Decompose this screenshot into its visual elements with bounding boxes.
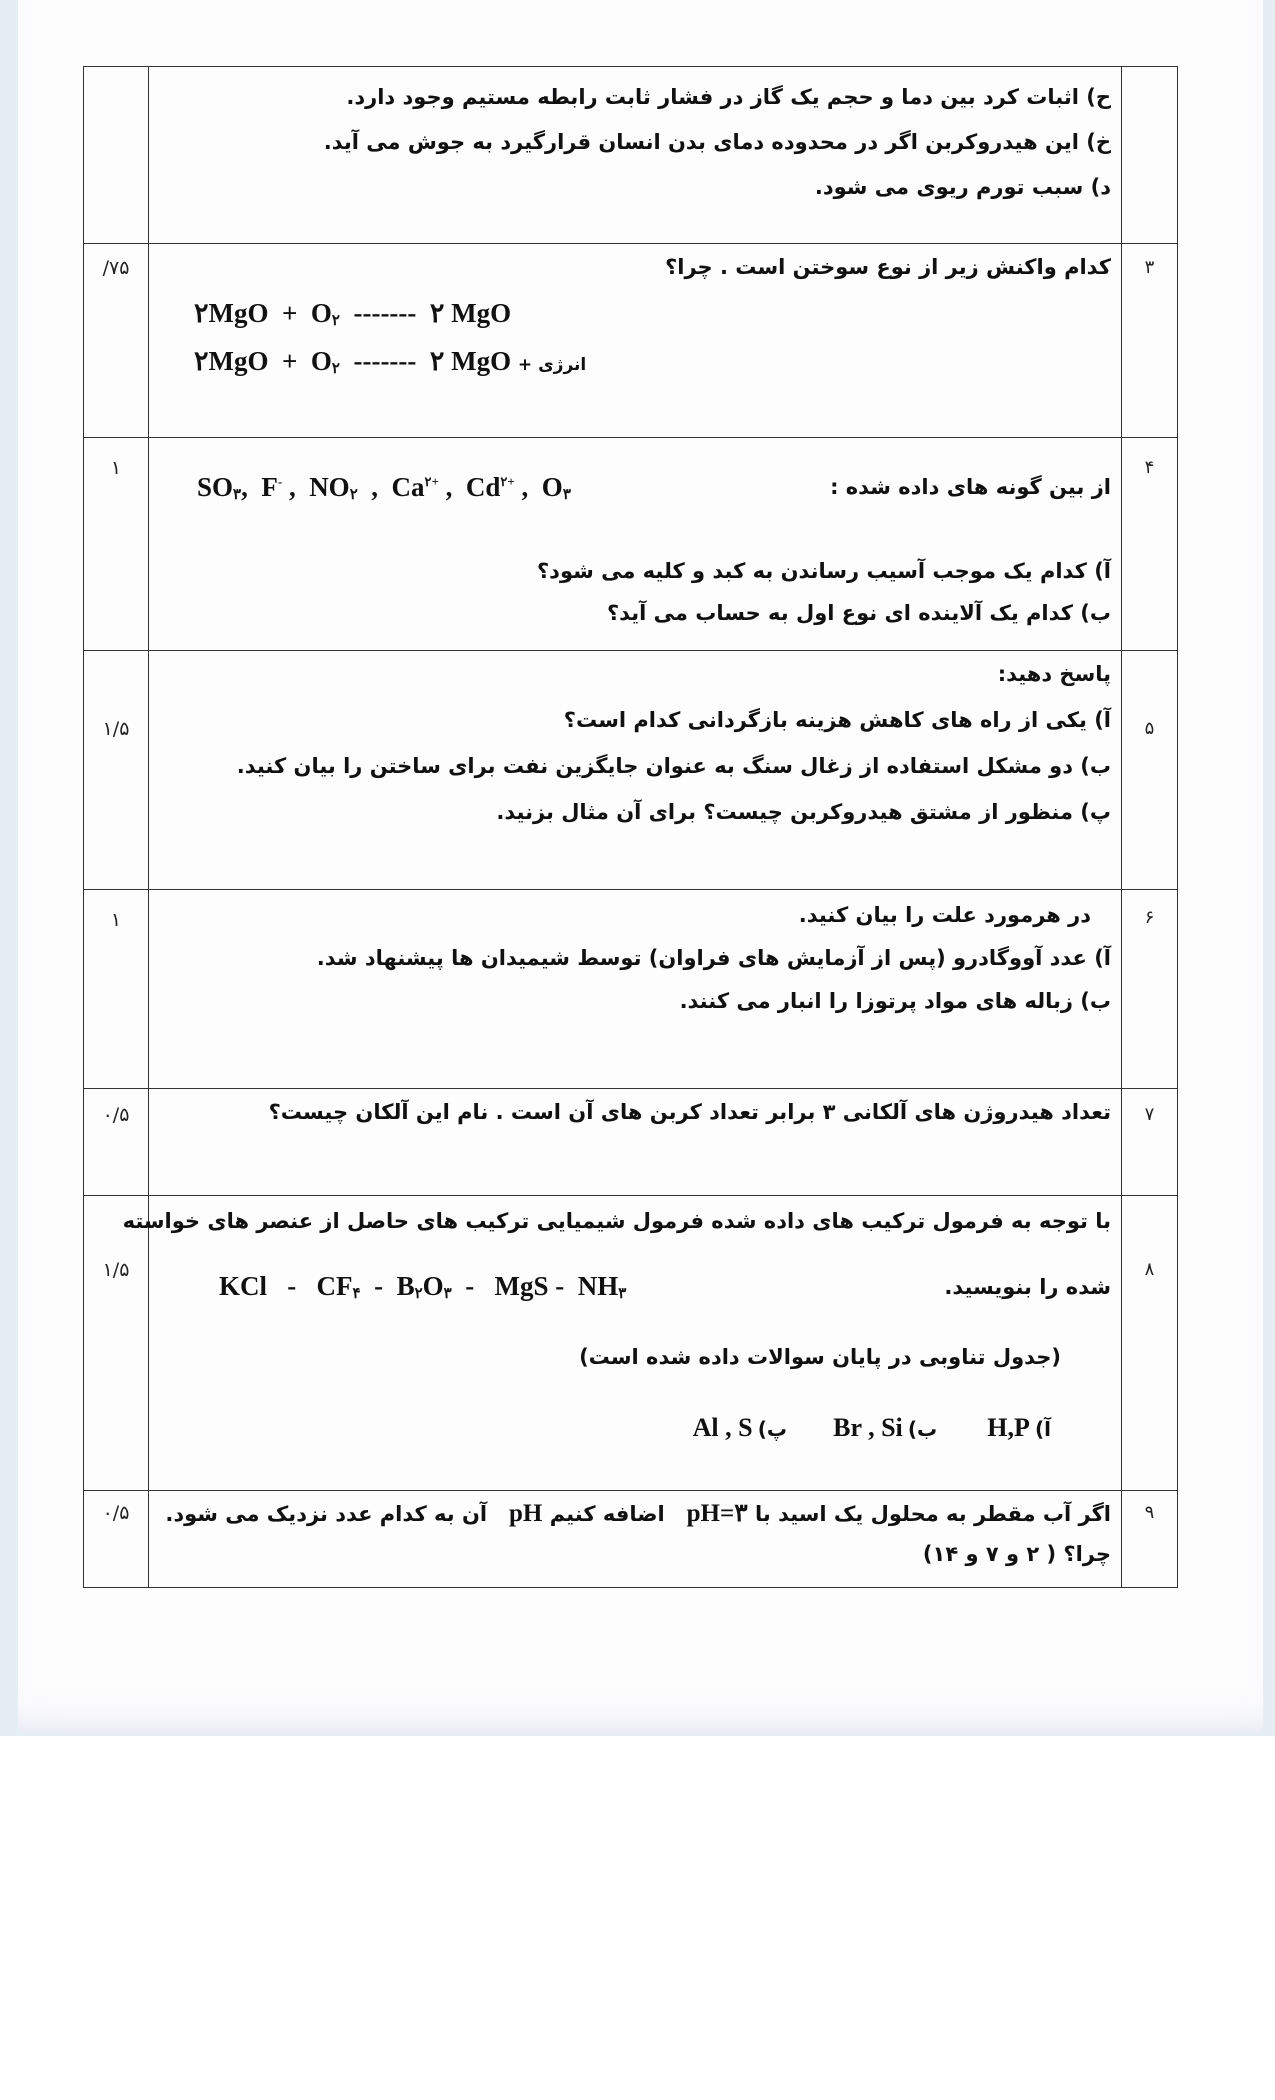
species: SO — [197, 472, 234, 502]
sub-question-b: ب) دو مشکل استفاده از زغال سنگ به عنوان جایگزین نفت برای ساختن را بیان کنید. — [236, 754, 1111, 778]
question-row-7 — [83, 1088, 1178, 1196]
score-value: ۰/۵ — [102, 1502, 130, 1524]
number-cell — [1121, 437, 1177, 650]
score-value: ۱ — [110, 909, 122, 931]
equation-2 — [194, 346, 586, 378]
question-number: ۴ — [1144, 457, 1155, 478]
separator: - — [374, 1271, 384, 1301]
option-label: آ) — [1035, 1417, 1051, 1441]
question-text-line-1 — [165, 1498, 1111, 1528]
score-value: /۷۵ — [102, 257, 130, 279]
species: Ca — [391, 472, 425, 502]
question-row-9 — [83, 1490, 1178, 1588]
sub-question-b: ب) زباله های مواد پرتوزا را انبار می کنند. — [679, 989, 1111, 1013]
score-value: ۱/۵ — [102, 1259, 130, 1281]
separator: - — [287, 1271, 297, 1301]
option-value: H,P — [987, 1413, 1030, 1442]
text-part: آن به کدام عدد نزدیک می شود. — [165, 1502, 488, 1526]
reactant: ۲MgO — [194, 346, 269, 376]
compound: NH — [577, 1271, 619, 1301]
charge: ۲+ — [500, 474, 515, 489]
option-label: پ) — [757, 1417, 787, 1441]
score-value: ۰/۵ — [102, 1104, 130, 1126]
species: O — [541, 472, 563, 502]
question-content — [149, 67, 1121, 243]
compound: KCl — [219, 1271, 268, 1301]
question-content — [149, 1088, 1121, 1195]
plus-sign: + — [282, 298, 298, 328]
subscript: ۲ — [331, 313, 340, 329]
item-h: ح) اثبات کرد بین دما و حجم یک گاز در فشار ثابت رابطه مستیم وجود دارد. — [346, 85, 1111, 109]
reactant: ۲MgO — [194, 298, 269, 328]
subscript: ۲ — [414, 1286, 423, 1302]
compound-list — [219, 1271, 626, 1303]
question-row-4 — [83, 437, 1178, 651]
question-content — [122, 1195, 1121, 1490]
option-value: Al , S — [692, 1413, 753, 1442]
score-cell — [84, 437, 149, 650]
question-intro: از بین گونه های داده شده : — [830, 475, 1111, 499]
text-part: اگر آب مقطر به محلول یک اسید با — [754, 1502, 1111, 1526]
question-row-continuation — [83, 66, 1178, 244]
text-part: اضافه کنیم — [549, 1502, 665, 1526]
subscript: ۲ — [331, 361, 340, 377]
subscript: ۳ — [443, 1286, 452, 1302]
score-cell — [84, 243, 149, 437]
species-list: $SO_۳$, F- , $NO_۲$ , $Ca^{۲+}$ , $Cd^{۲+}$ , $O_۳$ — [197, 472, 571, 503]
charge: ۲+ — [424, 474, 439, 489]
score-value: ۱/۵ — [102, 718, 130, 740]
question-content — [149, 437, 1121, 650]
sub-question-a: آ) یکی از راه های کاهش هزینه بازگردانی کدام است؟ — [563, 708, 1111, 732]
ph-label: pH — [509, 1500, 543, 1527]
score-cell — [84, 67, 149, 243]
compound: CF — [316, 1271, 353, 1301]
subscript: ۲ — [349, 487, 358, 503]
subscript: ۴ — [352, 1286, 361, 1302]
question-number: ۵ — [1144, 718, 1155, 739]
question-content — [149, 650, 1121, 889]
question-row-5 — [83, 650, 1178, 890]
species: Cd — [465, 472, 501, 502]
number-cell — [1121, 650, 1177, 889]
number-cell — [1121, 67, 1177, 243]
compound: MgS — [494, 1271, 549, 1301]
question-row-6 — [83, 889, 1178, 1089]
sub-question-p: پ) منظور از مشتق هیدروکربن چیست؟ برای آن مثال بزنید. — [496, 800, 1111, 824]
oxygen: O — [310, 298, 332, 328]
number-cell — [1121, 1490, 1177, 1587]
item-d: د) سبب تورم ریوی می شود. — [814, 175, 1111, 199]
question-row-8 — [83, 1195, 1178, 1491]
number-cell — [1121, 1088, 1177, 1195]
question-intro: پاسخ دهید: — [997, 662, 1111, 686]
compound-part: O — [422, 1271, 444, 1301]
oxygen: O — [310, 346, 332, 376]
question-number: ۳ — [1144, 257, 1155, 278]
option-label: ب) — [907, 1417, 938, 1441]
equation-1 — [194, 298, 511, 330]
subscript: ۳ — [618, 1286, 627, 1302]
option-value: Br , Si — [833, 1413, 903, 1442]
subscript: ۳ — [233, 487, 242, 503]
compound: B — [396, 1271, 415, 1301]
separator: - — [555, 1271, 565, 1301]
sub-question-a: آ) کدام یک موجب آسیب رساندن به کبد و کلیه می شود؟ — [537, 559, 1111, 583]
item-kh: خ) این هیدروکربن اگر در محدوده دمای بدن انسان قرارگیرد به جوش می آید. — [323, 130, 1111, 154]
sub-question-b: ب) کدام یک آلاینده ای نوع اول به حساب می آید؟ — [606, 601, 1111, 625]
number-cell — [1121, 1195, 1177, 1490]
question-number: ۹ — [1144, 1502, 1155, 1523]
plus-sign: + — [282, 346, 298, 376]
periodic-table-note: (جدول تناوبی در پایان سوالات داده شده است) — [579, 1345, 1061, 1369]
score-value: ۱ — [110, 457, 122, 479]
charge: - — [277, 474, 283, 489]
question-number: ۶ — [1144, 907, 1155, 928]
question-text-line-2: چرا؟ ( ۲ و ۷ و ۱۴) — [922, 1542, 1111, 1566]
subscript: ۳ — [562, 487, 571, 503]
question-content — [149, 243, 1121, 437]
product: ۲ MgO — [429, 346, 512, 376]
product: ۲ MgO — [429, 298, 512, 328]
question-text: کدام واکنش زیر از نوع سوختن است . چرا؟ — [665, 255, 1111, 279]
reaction-arrow: ------- — [353, 298, 417, 328]
score-cell — [84, 1195, 149, 1490]
score-cell — [84, 1088, 149, 1195]
score-cell — [84, 889, 149, 1088]
question-text-line-2: شده را بنویسید. — [944, 1275, 1111, 1299]
question-number: ۷ — [1144, 1104, 1155, 1125]
reaction-arrow: ------- — [353, 346, 417, 376]
question-content — [149, 1490, 1121, 1587]
score-cell — [84, 1490, 149, 1587]
question-number: ۸ — [1144, 1259, 1155, 1280]
separator: - — [465, 1271, 475, 1301]
question-intro: در هرمورد علت را بیان کنید. — [798, 903, 1091, 927]
element-options — [693, 1413, 1051, 1443]
ph-value: pH=۳ — [686, 1500, 748, 1527]
score-cell — [84, 650, 149, 889]
question-row-3 — [83, 243, 1178, 438]
question-content — [149, 889, 1121, 1088]
sub-question-a: آ) عدد آووگادرو (پس از آزمایش های فراوان) توسط شیمیدان ها پیشنهاد شد. — [316, 946, 1111, 970]
energy-term: انرژی + — [517, 355, 587, 375]
species: F — [261, 472, 278, 502]
number-cell — [1121, 243, 1177, 437]
question-text: تعداد هیدروژن های آلکانی ۳ برابر تعداد کربن های آن است . نام این آلکان چیست؟ — [268, 1100, 1111, 1124]
question-text-line-1: با توجه به فرمول ترکیب های داده شده فرمول شیمیایی ترکیب های حاصل از عنصر های خواسته — [122, 1209, 1111, 1233]
species: NO — [309, 472, 350, 502]
number-cell — [1121, 889, 1177, 1088]
